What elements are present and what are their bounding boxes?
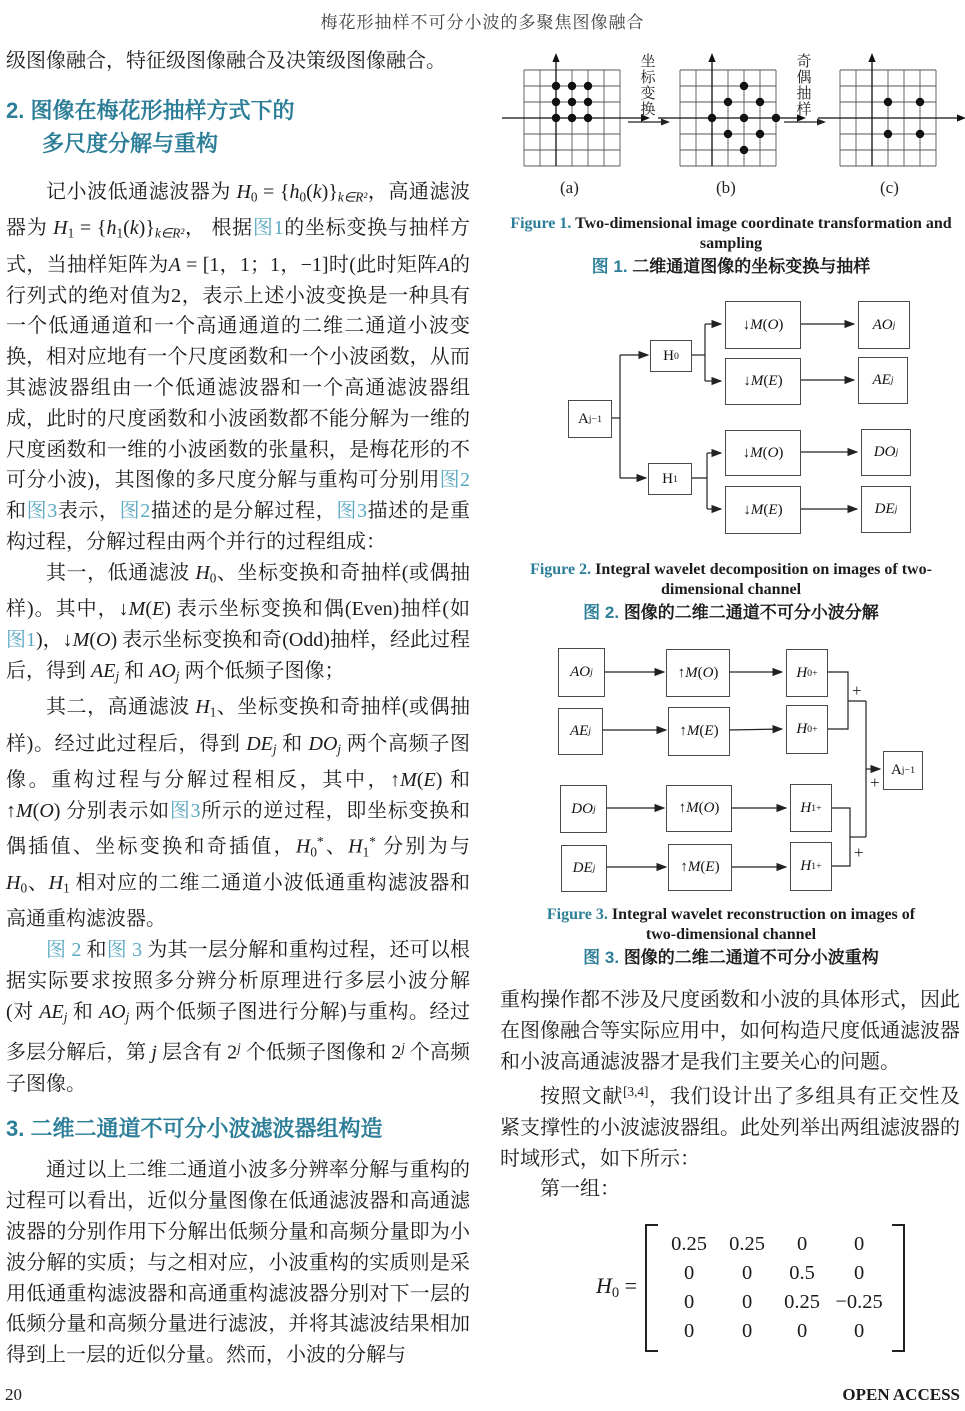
paragraph-first-process: 其一，低通滤波 H0、坐标变换和奇抽样(或偶抽样)。其中，↓M(E) 表示坐标变换和偶(Even)抽样(如图1)，↓M(O) 表示坐标变换和奇(Odd)抽样，经此过程后，得到 AEj 和 AOj 两个低频子图像； <box>6 561 471 684</box>
fig1-caption-zh-label: 图 1. <box>591 257 628 276</box>
fig1-caption-en-label: Figure 1. <box>510 215 572 232</box>
figure-ref-link[interactable]: 图2 <box>119 500 151 523</box>
matrix-lhs: H0 = <box>596 1273 638 1302</box>
fig3-box-up-mo-bot: ↑ M ( O ) <box>666 785 732 832</box>
matrix-cell: 0 <box>683 1291 695 1313</box>
section-3-heading: 3. 二维二通道不可分小波滤波器组构造 <box>6 1116 383 1142</box>
fig2-box-ae: AE j <box>858 357 908 404</box>
fig3-box-h0plus-a: H 0 + <box>786 649 828 697</box>
right-column-text <box>500 985 960 1205</box>
fig3-box-h1plus-b: H 1 + <box>790 842 832 891</box>
matrix-cell: 0 <box>796 1233 808 1255</box>
figure-ref-link[interactable]: 图 2 <box>46 939 82 962</box>
figure-3-graphic <box>550 645 962 895</box>
figure-ref-link[interactable]: 图2 <box>439 469 470 492</box>
matrix-cell: 0 <box>853 1262 865 1284</box>
fig1-grid-c <box>816 52 965 186</box>
matrix-bracket-right <box>892 1224 905 1352</box>
paragraph-wavelet-definition: 记小波低通滤波器为 H0 = {h0(k)}k∈R²，高通滤波器为 H1 = {h1(k)}k∈R²， 根据图1的坐标变换与抽样方式，当抽样矩阵为A = [1，1；1，−1]时(此时矩阵A的行列式的绝对值为2，表示上述小波变换是一种具有一个低通通道和一个高通通道的二维二通道小波变换，相对应地有一个尺度函数和一个小波函数，从而其滤波器组由一个低通滤波器和一个高通滤波器组成，此时的尺度函数和小波函数都不能分解为一维的尺度函数和一维的小波函数的张量积，是梅花形的不可分小波)，其图像的多尺度分解与重构可分别用图2和图3表示，图2描述的是分解过程，图3描述的是重构过程，分解过程由两个并行的过程组成： <box>6 180 471 553</box>
fig3-box-up-me-bot: ↑ M ( E ) <box>668 844 732 891</box>
fig3-box-up-me-top: ↑ M ( E ) <box>668 707 730 756</box>
matrix-cell: 0 <box>683 1320 695 1342</box>
fig1-sublabel-b: (b) <box>716 178 736 197</box>
matrix-values <box>658 1224 892 1352</box>
matrix-cell: 0 <box>853 1233 865 1255</box>
paragraph-group1-label: 第一组： <box>540 1178 620 1201</box>
matrix-cell: −0.25 <box>835 1291 883 1313</box>
fig1-caption-en-text: Two-dimensional image coordinate transformation and sampling <box>575 215 952 252</box>
page-header-title: 梅花形抽样不可分小波的多聚焦图像融合 <box>320 13 645 32</box>
fig3-box-h1plus-a: H 1 + <box>790 784 832 832</box>
paragraph-second-process: 其二，高通滤波 H1、坐标变换和奇抽样(或偶抽样)。经过此过程后，得到 DEj 和 DOj 两个高频子图像。重构过程与分解过程相反，其中，↑M(E) 和 ↑M(O) 分别表示如图3所示的逆过程，即坐标变换和偶插值、坐标变换和奇插值，H0*、H1* 分别为与 H0、H1 相对应的二维二通道小波低通重构滤波器和高通重构滤波器。 <box>6 696 471 931</box>
matrix-cell: 0.25 <box>784 1291 821 1313</box>
right-column <box>500 0 962 1411</box>
fig2-box-down-mo-bot: ↓ M ( O ) <box>725 430 801 476</box>
fig2-box-input: A j−1 <box>568 400 612 438</box>
fig3-plus-mid: + <box>870 773 880 792</box>
paragraph-reference-filters: 按照文献[3,4]，我们设计出了多组具有正交性及紧支撑性的小波滤波器组。此处列举出两组滤波器的时域形式，如下所示： <box>500 1084 961 1170</box>
fig3-plus-bot: + <box>854 843 864 862</box>
fig3-caption-zh-label: 图 3. <box>583 948 620 967</box>
fig2-box-ao: AO j <box>858 301 910 349</box>
fig2-caption-zh-text: 图像的二维二通道不可分小波分解 <box>623 603 879 622</box>
fig3-caption-en-text: Integral wavelet reconstruction on images of two-dimensional channel <box>611 906 916 943</box>
figure-3-caption <box>500 905 962 969</box>
fig3-box-ae: AE j <box>558 708 603 755</box>
matrix-cell: 0 <box>853 1320 865 1342</box>
figure-2-graphic <box>555 300 965 542</box>
matrix-equation-h0 <box>596 1224 905 1352</box>
page-number: 20 <box>5 1385 22 1404</box>
matrix-cell: 0 <box>741 1262 753 1284</box>
paragraph-section3-body: 通过以上二维二通道小波多分辨率分解与重构的过程可以看出，近似分量图像在低通滤波器和高通滤波器的分别作用下分解出低频分量和高频分量即为小波分解的实质；与之相对应，小波重构的实质则是采用低通重构滤波器和高通重构滤波器分别对下一层的低频分量和高频分量进行滤波，并将其滤波结果相加得到上一层的近似分量。然而，小波的分解与 <box>6 1159 470 1367</box>
matrix-cell: 0.25 <box>671 1233 708 1255</box>
fig3-plus-top: + <box>852 681 862 700</box>
fig1-arrow2-label: 奇偶抽样 <box>796 53 812 118</box>
fig2-caption-en-label: Figure 2. <box>530 561 592 578</box>
section-2-heading-line2: 多尺度分解与重构 <box>42 130 219 156</box>
fig3-box-output: A j−1 <box>883 751 923 790</box>
figure-1-caption <box>500 214 962 278</box>
fig3-box-h0plus-b: H 0 + <box>786 705 828 754</box>
intro-paragraph: 级图像融合，特征级图像融合及决策级图像融合。 <box>6 50 446 72</box>
figure-1-graphic <box>500 52 962 212</box>
fig3-caption-zh-text: 图像的二维二通道不可分小波重构 <box>623 948 879 967</box>
figure-ref-link[interactable]: 图1 <box>6 629 37 652</box>
matrix-cell: 0.5 <box>789 1262 815 1284</box>
fig2-box-h0: H 0 <box>650 340 692 372</box>
matrix-bracket-left <box>645 1224 658 1352</box>
fig2-caption-zh-label: 图 2. <box>583 603 620 622</box>
fig1-arrow1-label: 坐标变换 <box>640 53 656 118</box>
figure-ref-link[interactable]: 图3 <box>169 800 201 823</box>
paragraph-reconstruction-note: 重构操作都不涉及尺度函数和小波的具体形式，因此在图像融合等实际应用中，如何构造尺度低通滤波器和小波高通滤波器才是我们主要关心的问题。 <box>500 989 960 1073</box>
open-access-label: OPEN ACCESS <box>842 1385 960 1404</box>
fig3-box-ao: AO j <box>558 648 605 697</box>
figure-ref-link[interactable]: 图1 <box>252 217 284 240</box>
matrix-cell: 0 <box>741 1320 753 1342</box>
fig3-caption-en-label: Figure 3. <box>546 906 608 923</box>
fig2-box-down-mo-top: ↓ M ( O ) <box>725 301 801 349</box>
fig3-box-up-mo-top: ↑ M ( O ) <box>666 649 730 697</box>
fig3-box-do: DO j <box>560 785 607 833</box>
figure-ref-link[interactable]: 图 3 <box>106 939 143 962</box>
fig1-sublabel-c: (c) <box>880 178 899 197</box>
section-2-heading-line1: 2. 图像在梅花形抽样方式下的 <box>6 97 295 123</box>
fig2-box-de: DE j <box>861 486 911 533</box>
fig2-box-do: DO j <box>861 429 911 476</box>
matrix-cell: 0.25 <box>729 1233 766 1255</box>
fig2-box-down-me-bot: ↓ M ( E ) <box>725 486 801 534</box>
figure-ref-link[interactable]: 图3 <box>336 500 367 523</box>
fig2-box-h1: H 1 <box>648 463 692 495</box>
fig2-caption-en-text: Integral wavelet decomposition on images of two-dimensional channel <box>595 561 932 598</box>
figure-2-caption <box>500 560 962 624</box>
paragraph-multilayer: 图 2 和图 3 为其一层分解和重构过程，还可以根据实际要求按照多分辨分析原理进行多层小波分解(对 AEj 和 AOj 两个低频子图进行分解)与重构。经过多层分解后，第 j 层含有 2$^j$ 个低频子图像和 2$^j$ 个高频子图像。 <box>6 939 471 1095</box>
fig1-sublabel-a: (a) <box>560 178 579 197</box>
left-column <box>6 46 470 1371</box>
figure-ref-link[interactable]: 图3 <box>26 500 58 523</box>
matrix-cell: 0 <box>683 1262 695 1284</box>
fig1-caption-zh-text: 二维通道图像的坐标变换与抽样 <box>632 257 871 276</box>
fig2-box-down-me-top: ↓ M ( E ) <box>725 358 801 405</box>
fig3-box-de: DE j <box>561 845 607 892</box>
matrix-cell: 0 <box>741 1291 753 1313</box>
matrix-cell: 0 <box>796 1320 808 1342</box>
